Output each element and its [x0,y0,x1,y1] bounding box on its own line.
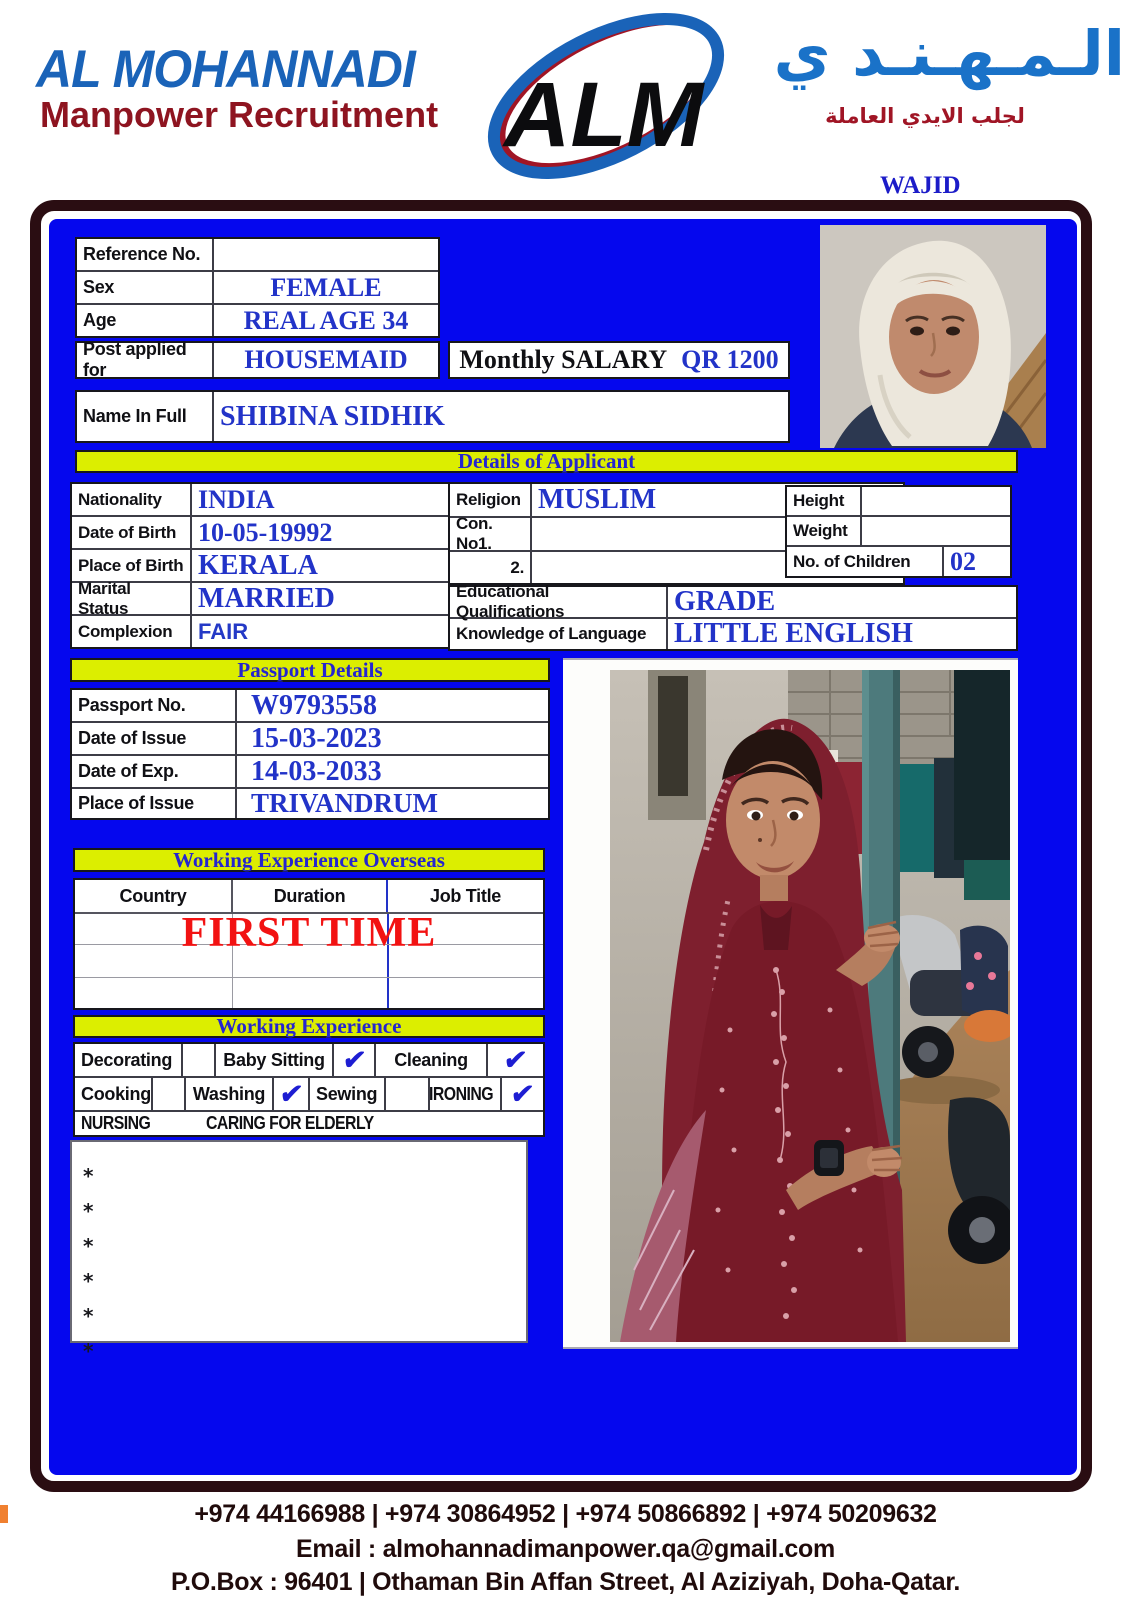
note-bullet: * [83,1269,94,1293]
check-icon: ✔ [502,1044,529,1075]
contact2-label: 2. [510,557,524,577]
note-bullet: * [83,1234,94,1258]
note-bullet: * [83,1339,94,1363]
field-weight [787,517,1010,547]
age-value: REAL AGE 34 [243,305,409,335]
note-bullet: * [83,1304,94,1328]
pob-value: KERALA [198,549,318,581]
weight-label: Weight [793,521,848,540]
col-job-title: Job Title [430,885,501,906]
dob-value: 10-05-19992 [198,517,333,547]
section-overseas-title: Working Experience Overseas [173,847,445,872]
education-value: GRADE [674,586,776,617]
nationality-value: INDIA [198,484,275,514]
skill-cleaning-checkbox [488,1044,543,1076]
skill-washing: Washing [192,1083,266,1104]
religion-value: MUSLIM [538,484,657,515]
height-label: Height [793,491,845,510]
alm-logo [478,6,738,186]
education-label: Educational Qualifications [456,582,565,621]
language-value: LITTLE ENGLISH [674,618,913,649]
complexion-value: FAIR [198,618,249,644]
alm-monogram: ALM [504,64,704,166]
dob-label: Date of Birth [78,522,177,542]
field-exp-date [72,756,548,789]
age-label: Age [83,310,117,330]
children-value: 02 [950,546,976,576]
post-label: Post applied for [83,339,187,380]
applicant-portrait-photo [820,225,1046,448]
note-bullet: * [83,1199,94,1223]
skills-table [73,1042,545,1137]
reference-label: Reference No. [83,244,201,264]
field-language [450,619,1016,649]
field-issue-place [72,789,548,818]
skill-washing-checkbox [274,1078,310,1110]
complexion-label: Complexion [78,621,173,641]
skill-babysitting-checkbox [334,1044,376,1076]
col-country: Country [119,885,187,906]
name-value: SHIBINA SIDHIK [220,400,445,432]
footer-email: Email : almohannadimanpower.qa@gmail.com [296,1535,835,1563]
check-icon: ✔ [277,1078,305,1109]
sex-label: Sex [83,277,115,297]
brand-subtitle: Manpower Recruitment [40,94,439,135]
form-frame [30,200,1092,1492]
passport-no-value: W9793558 [251,689,377,721]
skill-decorating: Decorating [81,1049,173,1070]
language-label: Knowledge of Language [456,624,647,643]
field-sex [77,272,438,305]
marital-label: Marital Status [78,578,131,618]
brand-name: AL MOHANNADI [36,39,415,99]
salary-label: Monthly SALARY [459,345,668,374]
name-label: Name In Full [83,406,187,426]
skill-cooking-checkbox [153,1078,186,1110]
sex-value: FEMALE [270,272,382,302]
footer-address: P.O.Box : 96401 | Othaman Bin Affan Street, Al Aziziyah, Doha-Qatar. [170,1568,961,1596]
passport-no-label: Passport No. [78,695,186,715]
salary-value: QR 1200 [681,345,779,374]
pob-label: Place of Birth [78,555,184,575]
field-reference [77,239,438,272]
post-value: HOUSEMAID [244,345,408,374]
children-label: No. of Children [793,551,911,571]
field-children [787,547,1010,576]
nationality-label: Nationality [78,489,162,509]
field-education [450,582,1016,621]
arabic-brand-subtitle: لجلب الايدي العاملة [825,104,1025,128]
skill-nursing: NURSING [81,1113,151,1133]
field-height [787,487,1010,517]
issue-place-value: TRIVANDRUM [251,788,439,818]
field-post-applied [75,341,440,379]
section-details-header [75,450,1018,473]
field-salary [448,341,790,379]
section-details-title: Details of Applicant [457,449,636,473]
section-skills-header [73,1015,545,1038]
skill-ironing: IRONING [428,1083,493,1104]
form-panel [49,219,1077,1475]
issue-place-label: Place of Issue [78,793,194,813]
agent-name: WAJID [880,172,961,199]
field-name-in-full [75,390,790,443]
section-overseas-header [73,848,545,872]
skill-sewing: Sewing [316,1083,378,1104]
exp-date-label: Date of Exp. [78,761,179,781]
applicant-photo-container [563,658,1018,1349]
skill-babysitting: Baby Sitting [223,1049,325,1070]
section-passport-header [70,658,550,682]
note-bullet: * [83,1164,94,1188]
footer-phones: +974 44166988 | +974 30864952 | +974 50866892 | +974 50209632 [194,1500,937,1528]
arabic-brand-name: الـمـهـنـد ي [773,17,1125,90]
skill-sewing-checkbox [386,1078,430,1110]
check-icon: ✔ [340,1044,368,1075]
field-passport-no [72,690,548,723]
marital-value: MARRIED [198,582,335,614]
issue-date-value: 15-03-2023 [251,722,382,754]
overseas-note: FIRST TIME [181,910,437,956]
applicant-full-photo [610,670,1010,1342]
skill-ironing-checkbox [502,1078,543,1110]
top-info-table [75,237,440,338]
details-wide-table [448,582,1018,651]
skill-caring-elderly: CARING FOR ELDERLY [206,1113,374,1133]
skill-cooking: Cooking [81,1083,151,1104]
details-right-table [785,485,1012,578]
skill-decorating-checkbox [183,1044,216,1076]
check-icon: ✔ [509,1078,536,1109]
field-age [77,305,438,336]
section-passport-title: Passport Details [237,657,383,682]
section-skills-title: Working Experience [216,1014,402,1038]
notes-box [70,1140,528,1363]
issue-date-label: Date of Issue [78,728,187,748]
religion-label: Religion [456,490,521,509]
exp-date-value: 14-03-2033 [251,755,382,787]
col-duration: Duration [273,885,346,906]
passport-table [70,688,550,820]
field-issue-date [72,723,548,756]
contact1-label: Con. No1. [456,514,493,553]
skill-cleaning: Cleaning [394,1049,468,1070]
